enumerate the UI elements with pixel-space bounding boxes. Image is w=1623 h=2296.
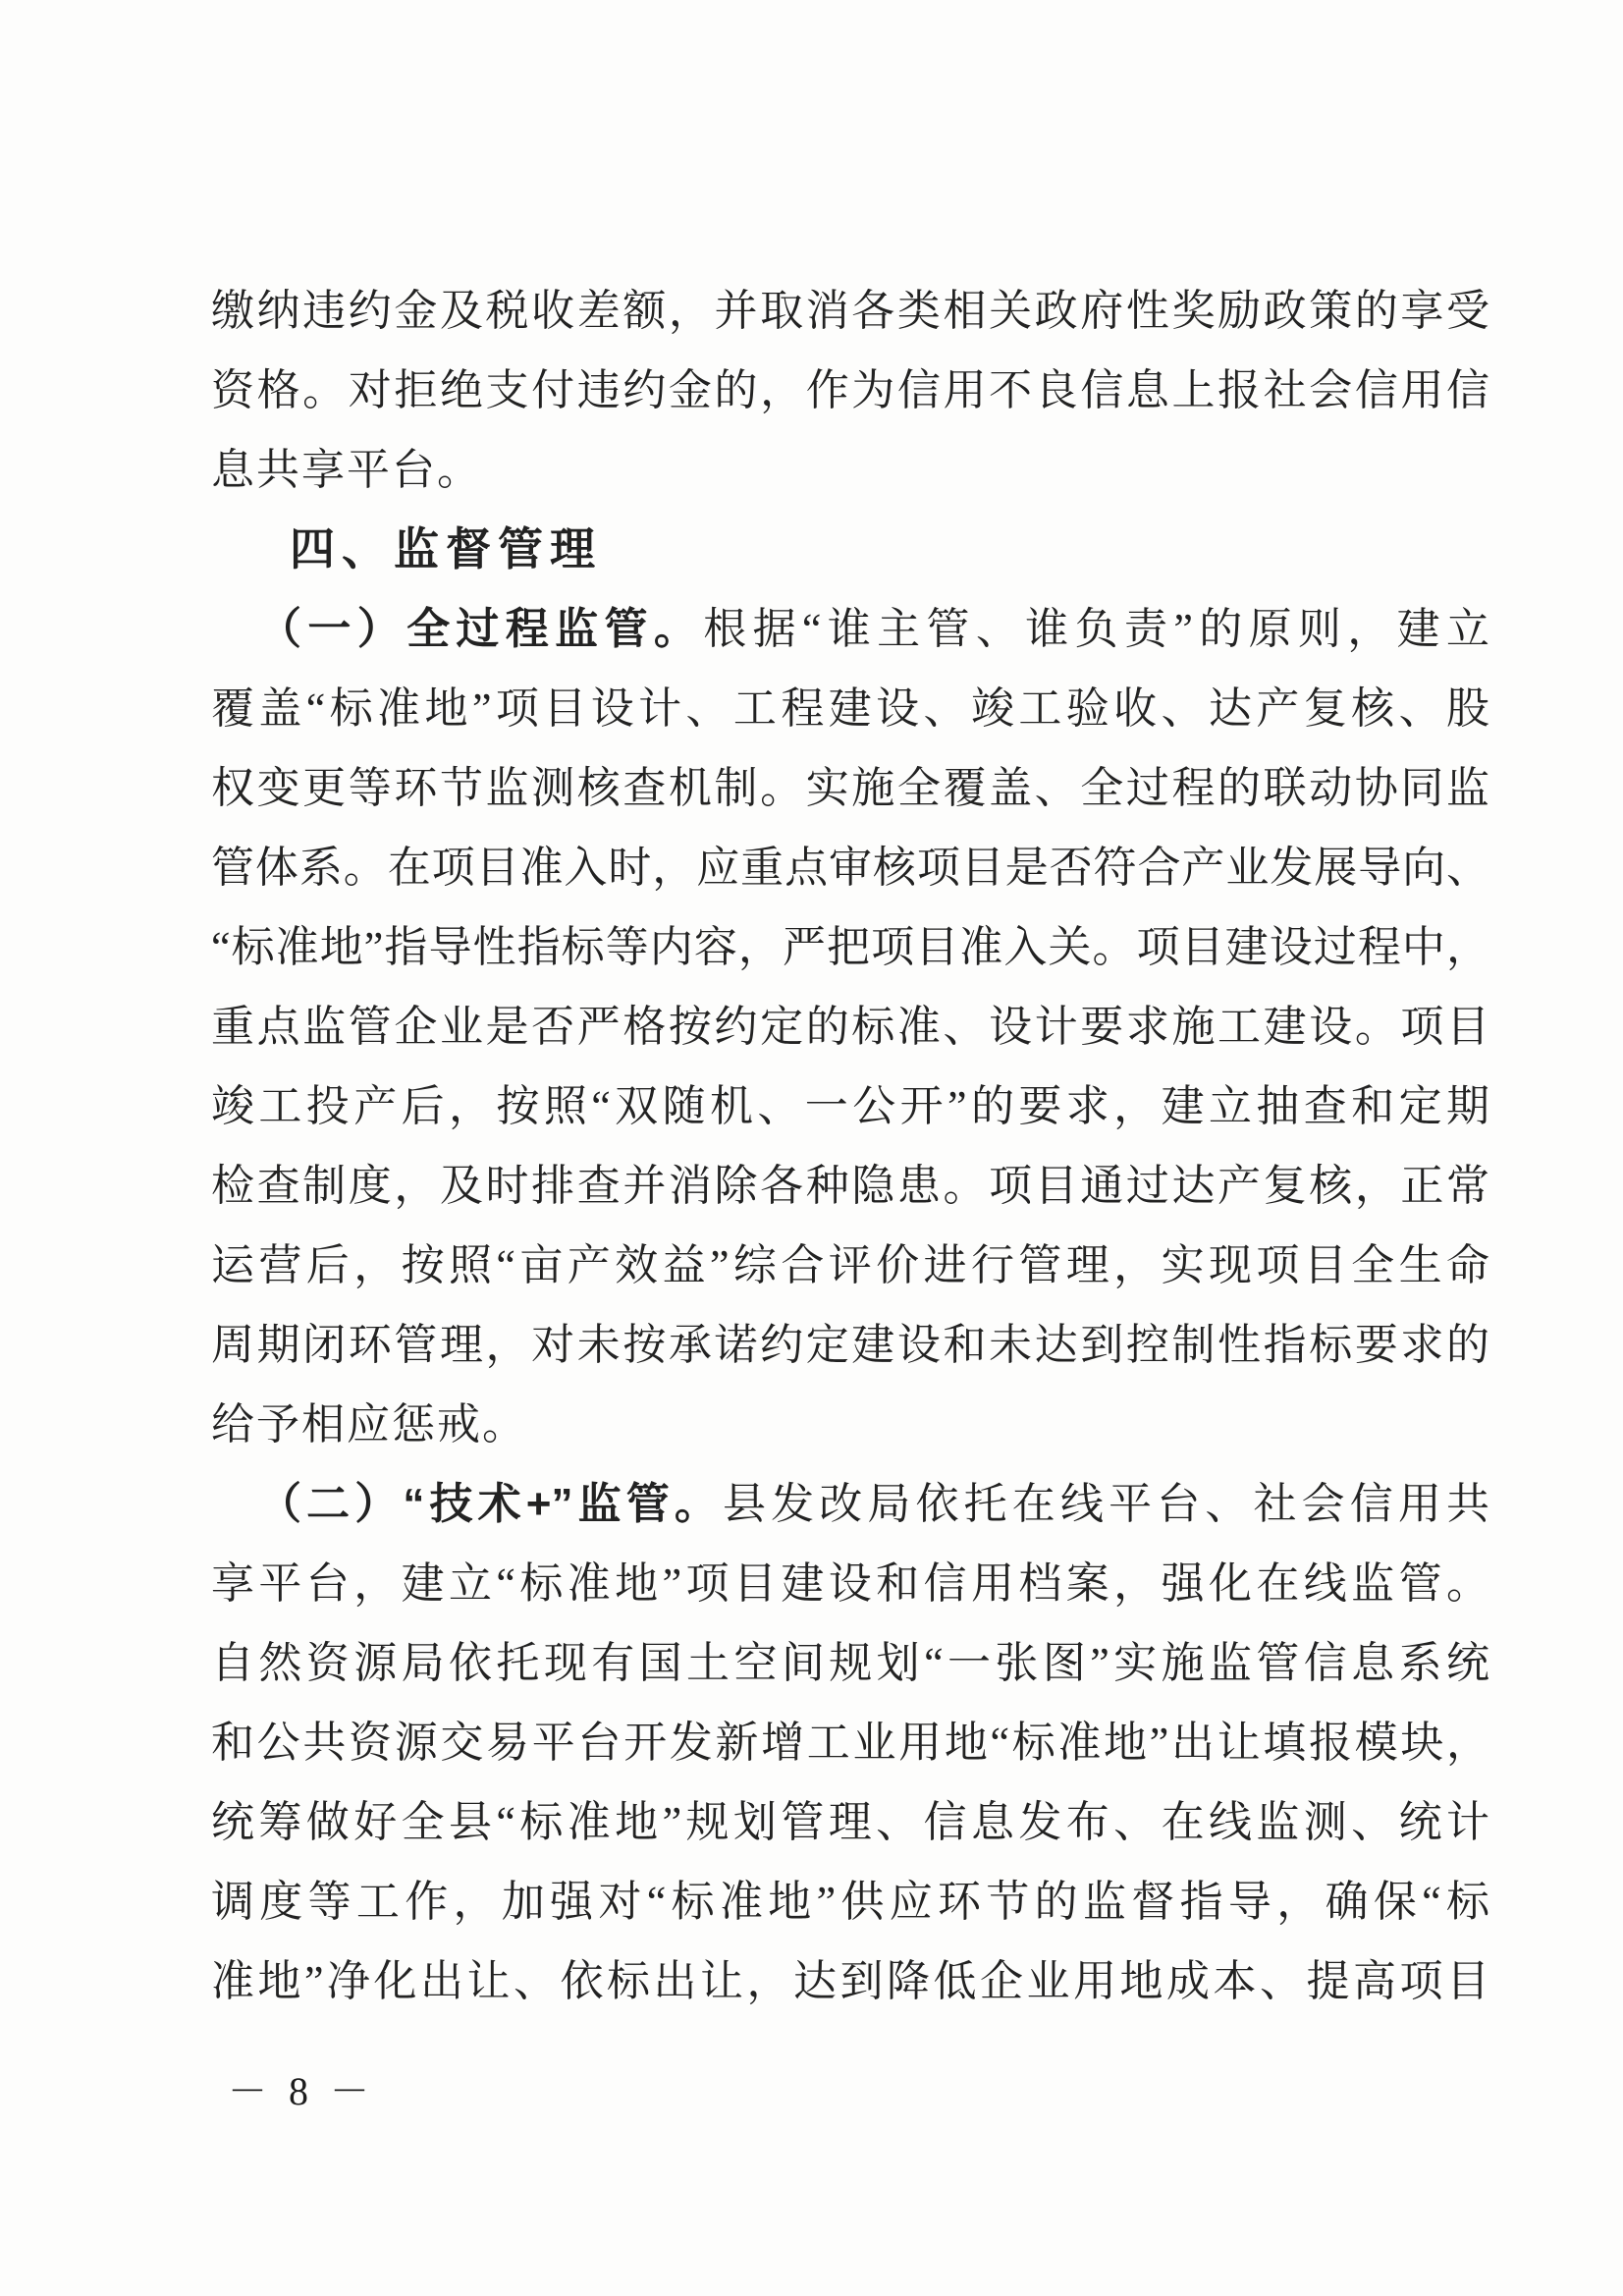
text-line: （二）“技术+”监管。县发改局依托在线平台、社会信用共 — [258, 1480, 1489, 1528]
text-line: 竣工投产后，按照“双随机、一公开”的要求，建立抽查和定期 — [211, 1082, 1489, 1130]
text-line: 准地”净化出让、依标出让，达到降低企业用地成本、提高项目 — [211, 1957, 1489, 2005]
text-line: 调度等工作，加强对“标准地”供应环节的监督指导，确保“标 — [211, 1878, 1489, 1926]
text-line: 统筹做好全县“标准地”规划管理、信息发布、在线监测、统计 — [211, 1798, 1489, 1846]
text-line: 资格。对拒绝支付违约金的，作为信用不良信息上报社会信用信 — [211, 366, 1489, 414]
text-line: 享平台，建立“标准地”项目建设和信用档案，强化在线监管。 — [211, 1559, 1489, 1608]
text-line: 重点监管企业是否严格按约定的标准、设计要求施工建设。项目 — [211, 1003, 1489, 1051]
text-line: 给予相应惩戒。 — [211, 1400, 527, 1449]
section-heading: 四、监督管理 — [290, 523, 602, 574]
text-line: 自然资源局依托现有国土空间规划“一张图”实施监管信息系统 — [211, 1639, 1489, 1687]
text-line: 周期闭环管理，对未按承诺约定建设和未达到控制性指标要求的 — [211, 1321, 1489, 1369]
text-line: 缴纳违约金及税收差额，并取消各类相关政府性奖励政策的享受 — [211, 287, 1489, 335]
text-line: 权变更等环节监测核查机制。实施全覆盖、全过程的联动协同监 — [211, 764, 1489, 812]
text-line: 运营后，按照“亩产效益”综合评价进行管理，实现项目全生命 — [211, 1241, 1489, 1289]
text-line: 和公共资源交易平台开发新增工业用地“标准地”出让填报模块， — [211, 1719, 1489, 1767]
text-line: 覆盖“标准地”项目设计、工程建设、竣工验收、达产复核、股 — [211, 684, 1489, 733]
text-line: 检查制度，及时排查并消除各种隐患。项目通过达产复核，正常 — [211, 1162, 1489, 1210]
text-line: 管体系。在项目准入时，应重点审核项目是否符合产业发展导向、 — [211, 844, 1489, 892]
page-number: － 8 － — [228, 2069, 375, 2113]
document-body — [211, 271, 1489, 2021]
text-line: （一）全过程监管。根据“谁主管、谁负责”的原则，建立 — [258, 605, 1489, 653]
text-line: “标准地”指导性指标等内容，严把项目准入关。项目建设过程中， — [211, 923, 1489, 971]
text-line: 息共享平台。 — [211, 446, 482, 494]
